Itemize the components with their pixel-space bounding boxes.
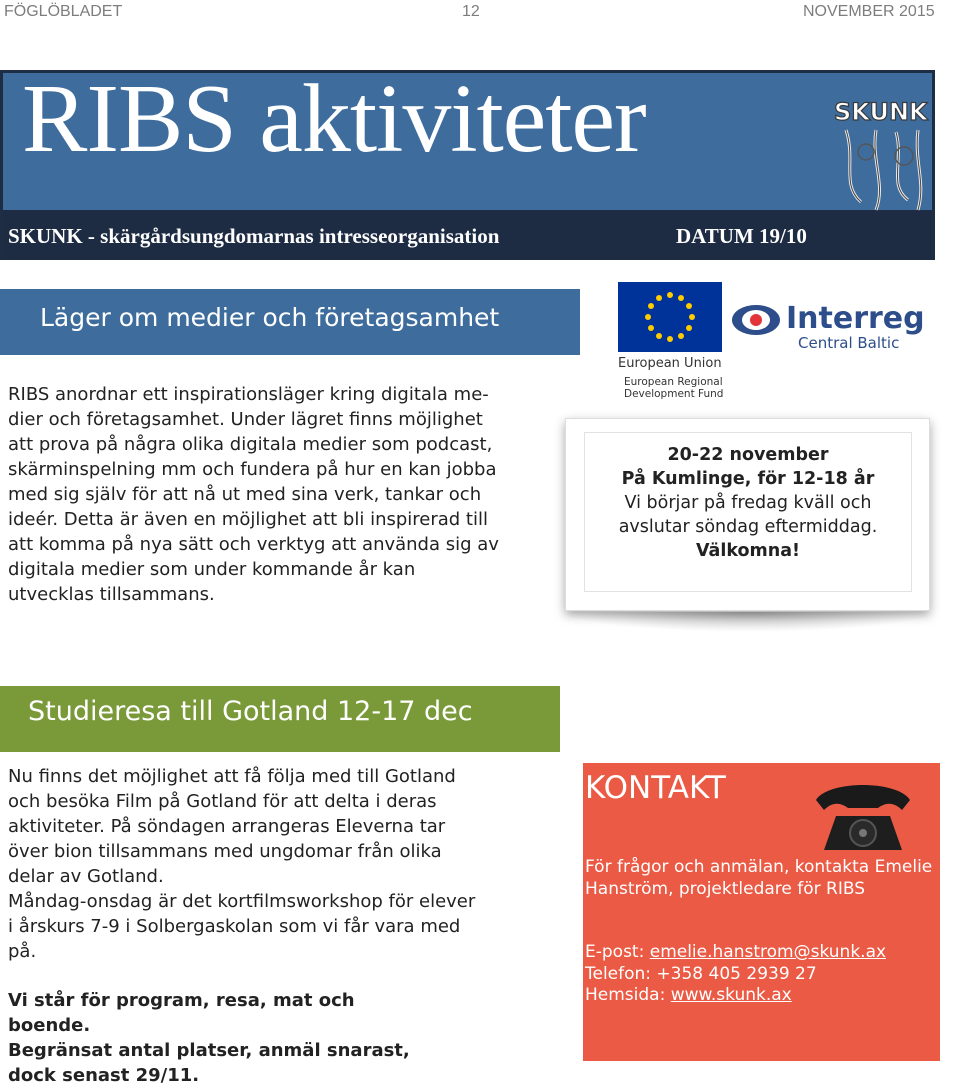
eu-flag-logo	[618, 282, 722, 352]
masthead-title: RIBS aktiviteter	[22, 65, 646, 173]
email-label: E-post:	[585, 942, 650, 962]
lager-description: RIBS anordnar ett inspirationsläger kring digitala me- dier och företagsamhet. Under lägret finns möjlighet att prova på några olika digitala medier som podcast, skärminspelning mm och fundera på hur en kan jobba med sig själv för att nå ut med sina verk, tankar och ideér. Detta är även en möjlighet att bli inspirerad till att komma på nya sätt och verktyg att använda sig av digitala medier som under kommande år kan utvecklas tillsammans.	[8, 384, 499, 605]
contact-email-row	[585, 942, 935, 964]
info-card-text	[584, 443, 912, 563]
eu-name: European Union	[618, 356, 722, 371]
skunk-logo-text: SKUNK	[834, 98, 928, 126]
gotland-note: Vi står för program, resa, mat och boende. Begränsat antal platser, anmäl snarast, dock senast 29/11.	[8, 990, 410, 1086]
page-number: 12	[462, 3, 480, 20]
masthead-date: DATUM 19/10	[676, 224, 807, 248]
camp-start: Vi börjar på fredag kväll och	[624, 493, 872, 513]
interreg-logo-icon	[730, 302, 782, 338]
contact-website-row	[585, 985, 935, 1007]
eu-fund-name: European Regional Development Fund	[624, 376, 724, 400]
telephone-icon	[808, 778, 918, 856]
camp-dates: 20-22 november	[667, 445, 829, 465]
issue-date: NOVEMBER 2015	[803, 3, 935, 20]
eu-stars-icon	[618, 282, 722, 352]
card-shadow	[560, 612, 935, 632]
page-header	[0, 0, 960, 24]
contact-details	[585, 942, 935, 1007]
email-link[interactable]: emelie.hanstrom@skunk.ax	[649, 942, 887, 962]
contact-title: KONTAKT	[585, 770, 726, 806]
interreg-region: Central Baltic	[798, 334, 900, 352]
section-heading-gotland: Studieresa till Gotland 12-17 dec	[28, 696, 473, 727]
skunk-logo	[826, 90, 956, 220]
contact-intro: För frågor och anmälan, kontakta Emelie Hanström, projektledare för RIBS	[585, 857, 933, 899]
website-link[interactable]: www.skunk.ax	[670, 985, 792, 1005]
camp-end: avslutar söndag eftermiddag.	[618, 517, 878, 537]
website-label: Hemsida:	[585, 985, 671, 1005]
welcome-text: Välkomna!	[695, 541, 801, 561]
contact-phone: Telefon: +358 405 2939 27	[585, 963, 817, 984]
section-heading-lager: Läger om medier och företagsamhet	[40, 303, 500, 332]
interreg-name: Interreg	[786, 301, 925, 336]
publication-name: FÖGLÖBLADET	[4, 3, 123, 20]
gotland-description: Nu finns det möjlighet att få följa med till Gotland och besöka Film på Gotland för att delta i deras aktiviteter. På söndagen arrangeras Eleverna tar över bion tillsammans med ungdomar från olika delar av Gotland. Måndag-onsdag är det kortfilmsworkshop för elever i årskurs 7-9 i Solbergaskolan som vi får vara med på.	[8, 766, 476, 962]
camp-place: På Kumlinge, för 12-18 år	[621, 469, 875, 489]
organization-name: SKUNK - skärgårdsungdomarnas intresseorganisation	[8, 224, 500, 248]
